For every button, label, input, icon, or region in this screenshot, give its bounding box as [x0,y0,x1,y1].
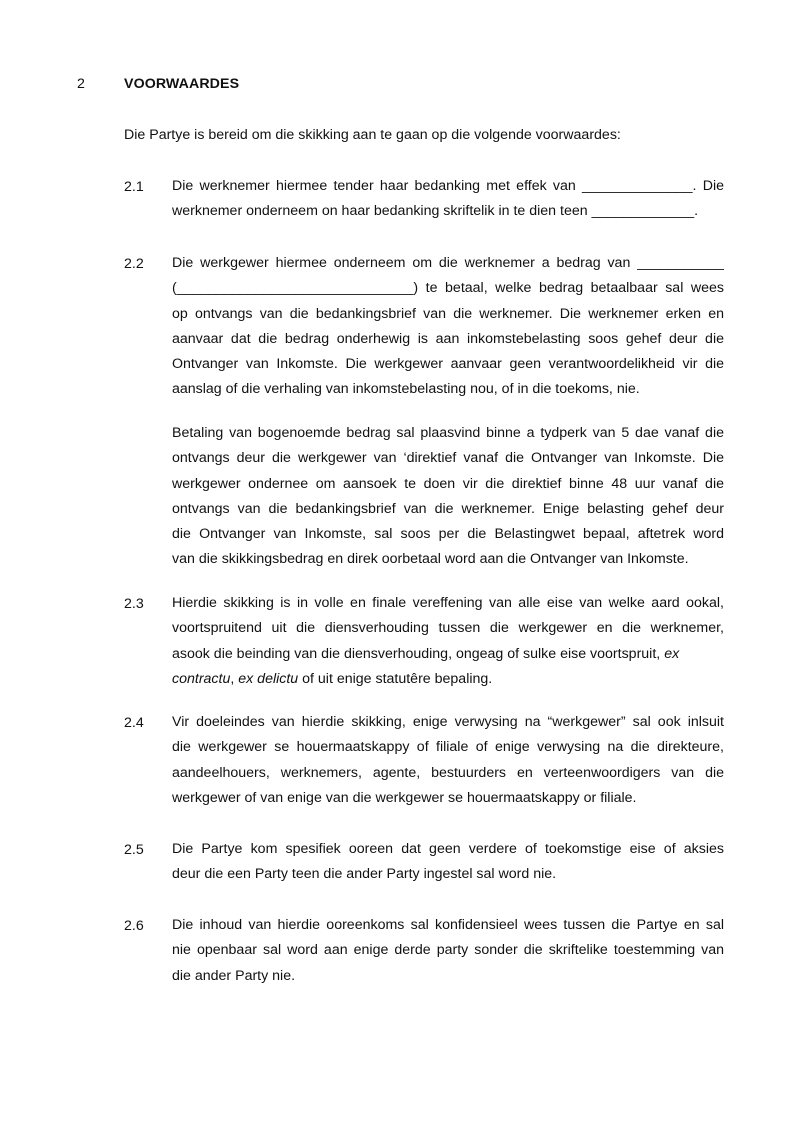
clause-number-2-1: 2.1 [124,179,144,195]
clause-line [172,667,724,692]
clause-line: die Ontvanger van Inkomste, sal soos per die Belastingwet bepaal, aftetrek word [172,526,724,543]
clause-text: of uit enige statutêre bepaling. [298,670,493,687]
clause-number-2-2: 2.2 [124,256,144,272]
section-number: 2 [77,76,85,92]
clause-line: Die Partye kom spesifiek ooreen dat geen verdere of toekomstige eise of aksies [172,841,724,857]
clause-line: Vir doeleindes van hierdie skikking, enige verwysing na “werkgewer” sal ook inlsuit [172,714,724,730]
clause-text: asook die beinding van die diensverhouding, ongeag of sulke eise voortspruit, [172,645,661,662]
clause-2-4-text [172,710,724,811]
clause-2-2-text [172,251,724,403]
clause-number-2-5: 2.5 [124,842,144,858]
clause-2-2-payment-text [172,421,724,573]
clause-line [172,642,724,667]
clause-line: Die inhoud van hierdie ooreenkoms sal konfidensieel wees tussen die Partye en sal [172,917,724,933]
clause-line: ontvangs van die bedankingsbrief van die werknemer. Enige belasting gehef deur [172,500,724,517]
clause-2-5-text [172,837,724,888]
clause-line: Die werkgewer hiermee onderneem om die werknemer a bedrag van ___________ [172,255,724,271]
clause-2-3-text [172,591,724,692]
clause-line: ontvangs deur die werkgewer van ‘direktief vanaf die Ontvanger van Inkomste. Die [172,450,724,467]
clause-line: Betaling van bogenoemde bedrag sal plaasvind binne a tydperk van 5 dae vanaf die [172,425,724,441]
clause-line: aanslag of die verhaling van inkomstebelasting nou, of in die toekoms, nie. [172,381,640,398]
clause-number-2-6: 2.6 [124,918,144,934]
clause-line: Ontvanger van Inkomste. Die werkgewer aanvaar geen verantwoordelikheid vir die [172,356,724,373]
clause-line: werkgewer of van enige van die werkgewer se houermaatskappy or filiale. [172,789,637,806]
clause-2-1-text [172,174,724,225]
clause-line: die werkgewer se houermaatskappy of filiale of enige verwysing na die direkteure, [172,739,724,756]
clause-line: werkgewer ondernee om aansoek te doen vir die direktief binne 48 uur vanaf die [172,475,724,492]
section-title: VOORWAARDES [124,76,240,92]
section-intro: Die Partye is bereid om die skikking aan te gaan op die volgende voorwaardes: [124,127,621,143]
clause-2-6-text [172,913,724,989]
clause-line: die ander Party nie. [172,967,296,984]
clause-line: voortspruitend uit die diensverhouding tussen die werkgewer en die werknemer, [172,620,724,637]
latin-term: contractu [172,670,231,687]
clause-line: Hierdie skikking is in volle en finale vereffening van alle eise van welke aard ookal, [172,595,724,611]
clause-number-2-4: 2.4 [124,715,144,731]
clause-line: aandeelhouers, werknemers, agente, bestuurders en verteenwoordigers van die [172,764,724,781]
latin-term: ex delictu [238,670,299,687]
clause-line: werknemer onderneem on haar bedanking skriftelik in te dien teen _____________. [172,203,699,220]
clause-line: van die skikkingsbedrag en direk oorbetaal word aan die Ontvanger van Inkomste. [172,551,689,568]
clause-line: deur die een Party teen die ander Party ingestel sal word nie. [172,866,557,883]
clause-line: nie openbaar sal word aan enige derde party sonder die skriftelike toestemming van [172,942,724,959]
separator: , [230,670,239,687]
clause-number-2-3: 2.3 [124,596,144,612]
latin-term: ex [664,645,680,662]
clause-line: op ontvangs van die bedankingsbrief van die werknemer. Die werknemer erken en [172,305,724,322]
clause-line: Die werknemer hiermee tender haar bedanking met effek van ______________. Die [172,178,724,194]
clause-line: aanvaar dat die bedrag onderhewig is aan inkomstebelasting soos gehef deur die [172,330,724,347]
clause-line: (______________________________) te betaal, welke bedrag betaalbaar sal wees [172,280,724,297]
